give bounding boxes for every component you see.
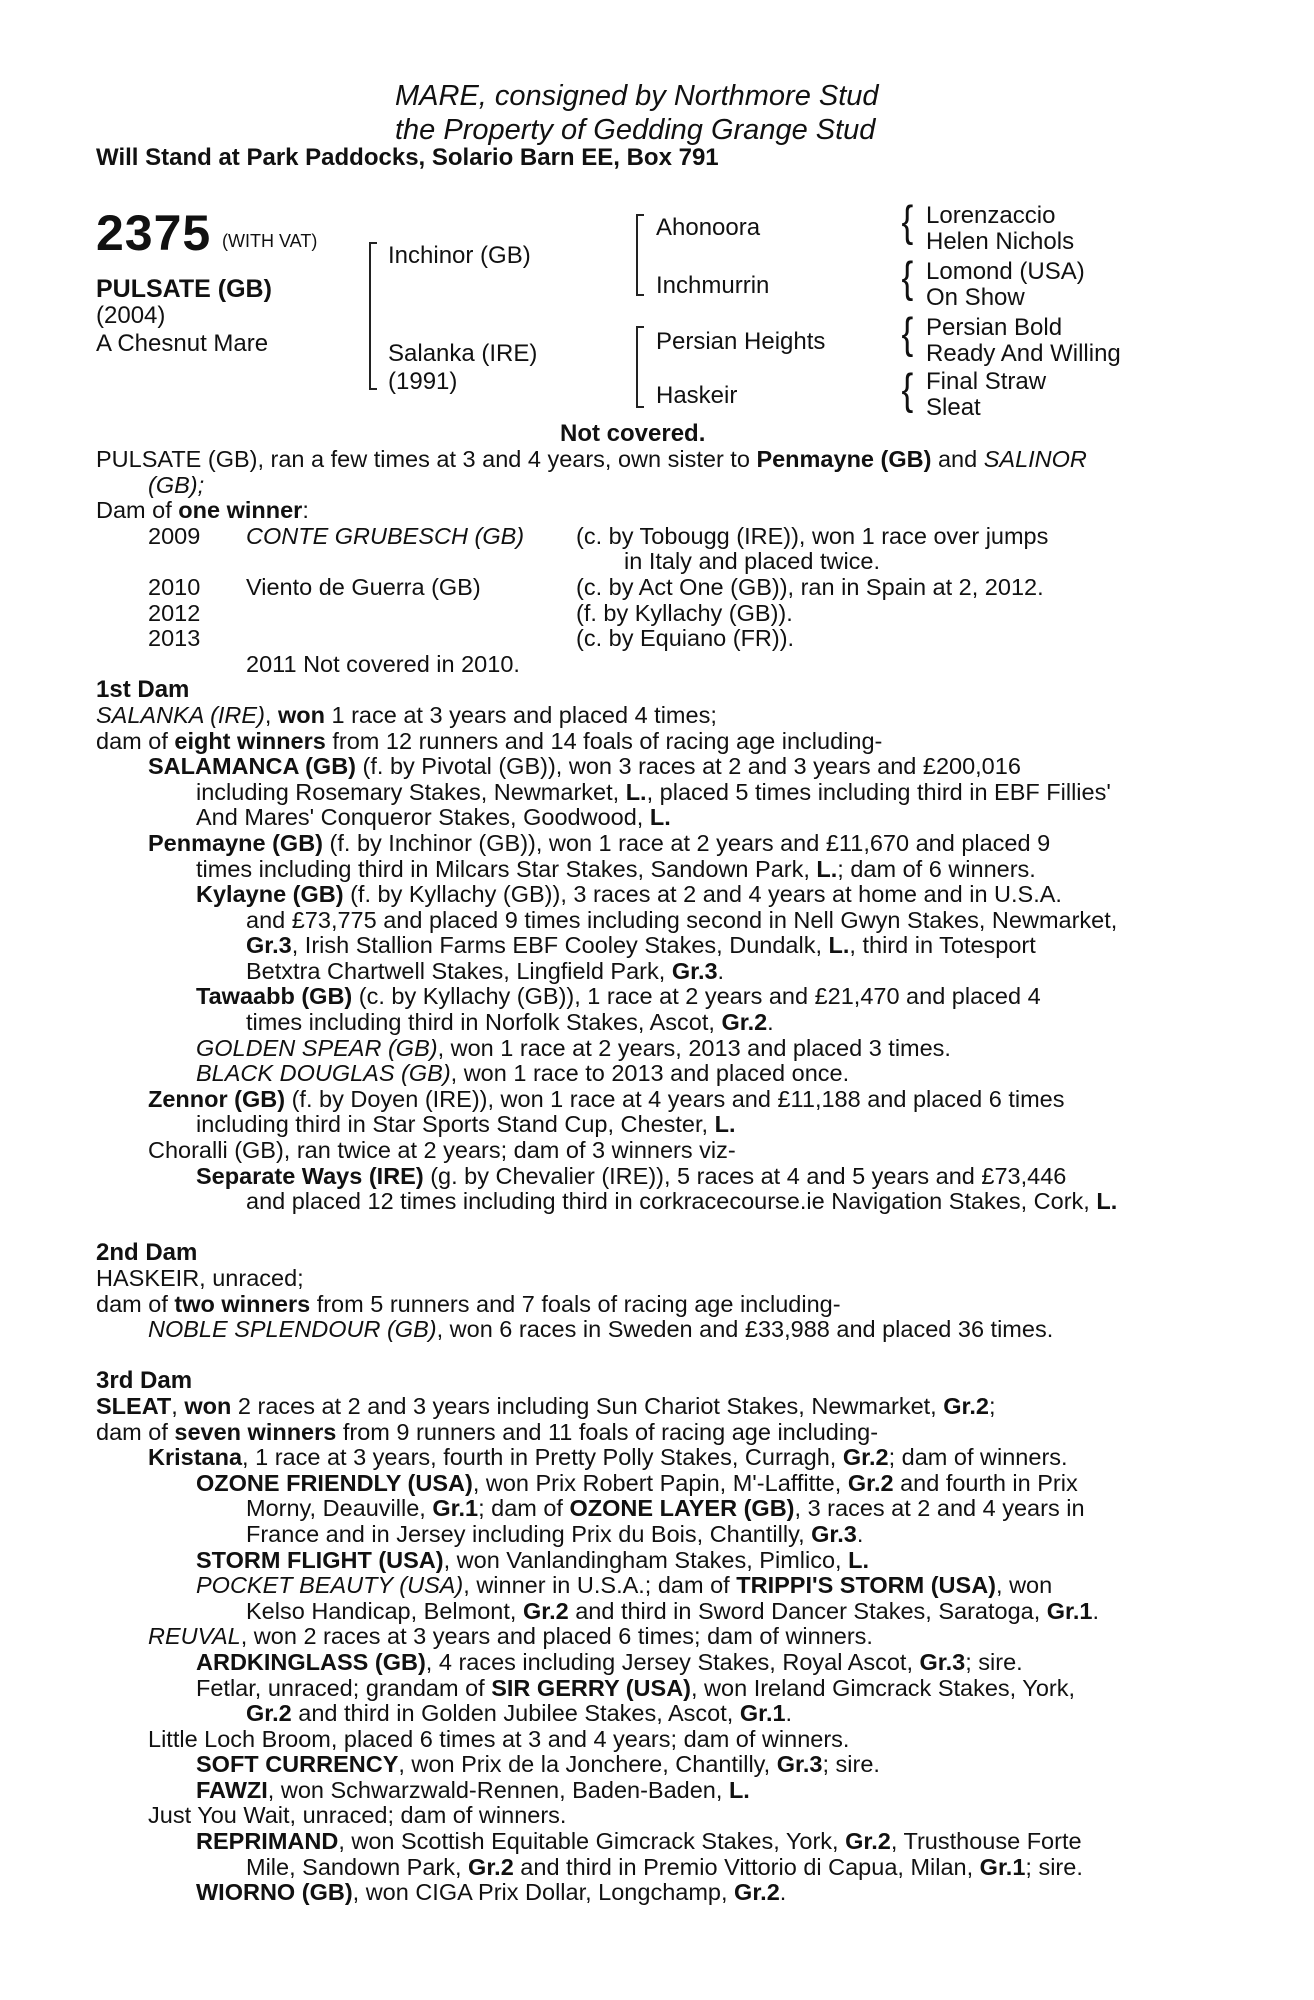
sire-dam-name: Inchmurrin <box>656 272 770 299</box>
produce-row: 2013 (c. by Equiano (FR)). <box>148 625 795 652</box>
dam-sire-name: Persian Heights <box>656 328 826 355</box>
covering-status: Not covered. <box>560 420 706 447</box>
produce-row: 2012 (f. by Kyllachy (GB)). <box>148 599 793 626</box>
choralli-entry: Choralli (GB), ran twice at 2 years; dam of 3 winners viz- <box>148 1137 736 1164</box>
horse-year: (2004) <box>96 302 166 329</box>
just-you-wait-entry: Just You Wait, unraced; dam of winners. <box>148 1802 567 1829</box>
separate-ways-entry: Separate Ways (IRE) (g. by Chevalier (IRE)), 5 races at 4 and 5 years and £73,446 <box>196 1162 1067 1189</box>
ozone-friendly-entry-2: Morny, Deauville, Gr.1; dam of OZONE LAYER (GB), 3 races at 2 and 4 years in <box>246 1495 1085 1522</box>
second-dam-line: HASKEIR, unraced; <box>96 1265 304 1291</box>
ozone-friendly-entry-3: France and in Jersey including Prix du Bois, Chantilly, Gr.3. <box>246 1520 864 1547</box>
tawaabb-entry-2: times including third in Norfolk Stakes, Ascot, Gr.2. <box>246 1009 774 1036</box>
dam-dam-name: Haskeir <box>656 382 738 409</box>
dam-name: Salanka (IRE) <box>388 340 538 367</box>
fetlar-entry-2: Gr.2 and third in Golden Jubilee Stakes, Ascot, Gr.1. <box>246 1700 793 1727</box>
produce-row: 2010 Viento de Guerra (GB) (c. by Act One (GB)), ran in Spain at 2, 2012. <box>148 573 1044 600</box>
noble-splendour-entry: NOBLE SPLENDOUR (GB), won 6 races in Sweden and £33,988 and placed 36 times. <box>148 1316 1054 1343</box>
soft-currency-entry: SOFT CURRENCY, won Prix de la Jonchere, Chantilly, Gr.3; sire. <box>196 1751 880 1778</box>
zennor-entry-2: including third in Star Sports Stand Cup, Chester, L. <box>196 1111 736 1138</box>
little-loch-broom-entry: Little Loch Broom, placed 6 times at 3 and 4 years; dam of winners. <box>148 1725 850 1752</box>
ped-g1a: Lorenzaccio <box>926 202 1056 229</box>
sire-sire-name: Ahonoora <box>656 214 761 241</box>
ped-g4a: Final Straw <box>926 368 1047 395</box>
kylayne-entry: Kylayne (GB) (f. by Kyllachy (GB)), 3 races at 2 and 4 years at home and in U.S.A. <box>196 881 1062 908</box>
ped-g1b: Helen Nichols <box>926 228 1075 255</box>
third-dam-line: SLEAT, won 2 races at 2 and 3 years including Sun Chariot Stakes, Newmarket, Gr.2; <box>96 1392 996 1419</box>
pocket-beauty-entry: POCKET BEAUTY (USA), winner in U.S.A.; dam of TRIPPI'S STORM (USA), won <box>196 1572 1053 1599</box>
pedigree-curly-brace-4: { <box>901 365 914 414</box>
produce-note: 2011 Not covered in 2010. <box>246 650 520 677</box>
penmayne-entry-2: times including third in Milcars Star Stakes, Sandown Park, L.; dam of 6 winners. <box>196 855 1036 882</box>
vat-label: (WITH VAT) <box>222 231 318 251</box>
first-dam-heading: 1st Dam <box>96 676 190 704</box>
produce-row: in Italy and placed twice. <box>624 548 881 575</box>
dam-of-line: Dam of one winner: <box>96 497 309 524</box>
reprimand-entry-2: Mile, Sandown Park, Gr.2 and third in Premio Vittorio di Capua, Milan, Gr.1; sire. <box>246 1853 1083 1880</box>
ped-g3a: Persian Bold <box>926 314 1063 341</box>
ped-g3b: Ready And Willing <box>926 340 1121 367</box>
pedigree-curly-brace-3: { <box>901 309 914 358</box>
first-dam-line: SALANKA (IRE), won 1 race at 3 years and placed 4 times; <box>96 701 717 728</box>
kylayne-entry-3: Gr.3, Irish Stallion Farms EBF Cooley Stakes, Dundalk, L., third in Totesport <box>246 932 1036 959</box>
kylayne-entry-2: and £73,775 and placed 9 times including second in Nell Gwyn Stakes, Newmarket, <box>246 906 1118 933</box>
third-dam-summary: dam of seven winners from 9 runners and 11 foals of racing age including- <box>96 1418 879 1445</box>
reuval-entry: REUVAL, won 2 races at 3 years and placed 6 times; dam of winners. <box>148 1623 873 1650</box>
pocket-beauty-entry-2: Kelso Handicap, Belmont, Gr.2 and third in Sword Dancer Stakes, Saratoga, Gr.1. <box>246 1597 1100 1624</box>
third-dam-heading: 3rd Dam <box>96 1367 193 1395</box>
salamanca-entry: SALAMANCA (GB) (f. by Pivotal (GB)), won 3 races at 2 and 3 years and £200,016 <box>148 753 1021 780</box>
pedigree-brace-dam <box>636 326 644 408</box>
pedigree-brace-main <box>369 242 377 390</box>
ped-g4b: Sleat <box>926 394 981 421</box>
second-dam-summary: dam of two winners from 5 runners and 7 foals of racing age including- <box>96 1290 841 1317</box>
ped-g2a: Lomond (USA) <box>926 258 1085 285</box>
ped-g2b: On Show <box>926 284 1025 311</box>
zennor-entry: Zennor (GB) (f. by Doyen (IRE)), won 1 race at 4 years and £11,188 and placed 6 times <box>148 1085 1065 1112</box>
salamanca-entry-2: including Rosemary Stakes, Newmarket, L., placed 5 times including third in EBF Fillies' <box>196 778 1111 805</box>
lot-number: 2375 <box>96 205 212 261</box>
fawzi-entry: FAWZI, won Schwarzwald-Rennen, Baden-Baden, L. <box>196 1776 750 1803</box>
intro-line: PULSATE (GB), ran a few times at 3 and 4 years, own sister to Penmayne (GB) and SALINOR <box>96 446 1087 472</box>
sire-name: Inchinor (GB) <box>388 242 531 269</box>
tawaabb-entry: Tawaabb (GB) (c. by Kyllachy (GB)), 1 race at 2 years and £21,470 and placed 4 <box>196 983 1041 1010</box>
separate-ways-entry-2: and placed 12 times including third in corkracecourse.ie Navigation Stakes, Cork, L. <box>246 1188 1118 1215</box>
produce-table <box>96 524 1211 678</box>
kylayne-entry-4: Betxtra Chartwell Stakes, Lingfield Park, Gr.3. <box>246 957 725 984</box>
horse-description: A Chesnut Mare <box>96 330 269 357</box>
salamanca-entry-3: And Mares' Conqueror Stakes, Goodwood, L. <box>196 804 671 831</box>
pedigree-curly-brace-2: { <box>901 253 914 302</box>
consignor-line: MARE, consigned by Northmore Stud <box>395 80 879 112</box>
ozone-friendly-entry: OZONE FRIENDLY (USA), won Prix Robert Papin, M'-Laffitte, Gr.2 and fourth in Prix <box>196 1469 1078 1496</box>
location-line: Will Stand at Park Paddocks, Solario Barn EE, Box 791 <box>96 144 719 171</box>
wiorno-entry: WIORNO (GB), won CIGA Prix Dollar, Longchamp, Gr.2. <box>196 1879 787 1906</box>
pedigree-curly-brace-1: { <box>901 197 914 246</box>
dam-year: (1991) <box>388 368 458 395</box>
storm-flight-entry: STORM FLIGHT (USA), won Vanlandingham Stakes, Pimlico, L. <box>196 1546 869 1573</box>
kristana-entry: Kristana, 1 race at 3 years, fourth in Pretty Polly Stakes, Curragh, Gr.2; dam of winners. <box>148 1444 1068 1471</box>
catalogue-body <box>96 447 1211 1906</box>
reprimand-entry: REPRIMAND, won Scottish Equitable Gimcrack Stakes, York, Gr.2, Trusthouse Forte <box>196 1828 1082 1855</box>
horse-name: PULSATE (GB) <box>96 275 272 303</box>
intro-line-2: (GB); <box>148 471 205 498</box>
black-douglas-entry: BLACK DOUGLAS (GB), won 1 race to 2013 and placed once. <box>196 1060 850 1087</box>
first-dam-summary: dam of eight winners from 12 runners and 14 foals of racing age including- <box>96 727 883 754</box>
second-dam-heading: 2nd Dam <box>96 1239 198 1267</box>
ardkinglass-entry: ARDKINGLASS (GB), 4 races including Jersey Stakes, Royal Ascot, Gr.3; sire. <box>196 1648 1023 1675</box>
penmayne-entry: Penmayne (GB) (f. by Inchinor (GB)), won 1 race at 2 years and £11,670 and placed 9 <box>148 829 1051 856</box>
golden-spear-entry: GOLDEN SPEAR (GB), won 1 race at 2 years, 2013 and placed 3 times. <box>196 1034 951 1061</box>
produce-row: 2009 CONTE GRUBESCH (GB) (c. by Tobougg (IRE)), won 1 race over jumps <box>148 522 1049 549</box>
property-line: the Property of Gedding Grange Stud <box>395 114 876 146</box>
pedigree-brace-sire <box>636 214 644 296</box>
fetlar-entry: Fetlar, unraced; grandam of SIR GERRY (USA), won Ireland Gimcrack Stakes, York, <box>196 1674 1075 1701</box>
